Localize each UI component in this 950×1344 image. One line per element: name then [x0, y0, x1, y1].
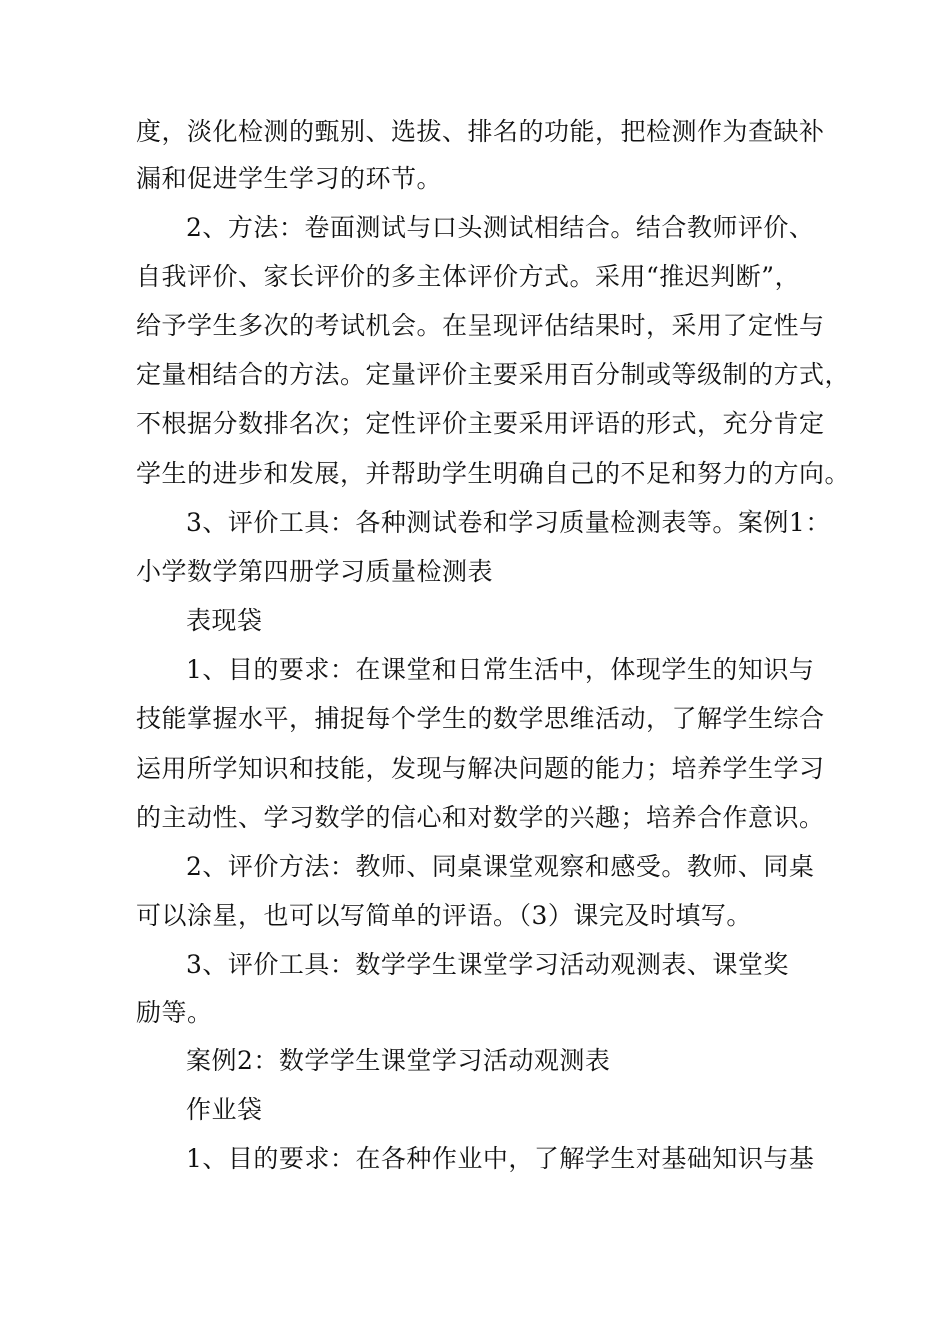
text-line: 1、目的要求：在各种作业中，了解学生对基础知识与基 [186, 1144, 815, 1173]
text-line: 学生的进步和发展，并帮助学生明确自己的不足和努力的方向。 [136, 459, 851, 488]
text-line: 3、评价工具：数学学生课堂学习活动观测表、课堂奖 [186, 950, 789, 979]
text-line: 给予学生多次的考试机会。在呈现评估结果时，采用了定性与 [136, 311, 825, 340]
text-line: 2、评价方法：教师、同桌课堂观察和感受。教师、同桌 [186, 852, 815, 881]
text-line: 励等。 [136, 998, 213, 1027]
text-line: 定量相结合的方法。定量评价主要采用百分制或等级制的方式， [136, 360, 851, 389]
text-line: 技能掌握水平，捕捉每个学生的数学思维活动，了解学生综合 [136, 704, 825, 733]
text-line: 的主动性、学习数学的信心和对数学的兴趣；培养合作意识。 [136, 803, 825, 832]
text-line: 可以涂星，也可以写简单的评语。（3）课完及时填写。 [136, 901, 752, 930]
text-line: 小学数学第四册学习质量检测表 [136, 557, 494, 586]
text-line: 1、目的要求：在课堂和日常生活中，体现学生的知识与 [186, 655, 815, 684]
text-line: 不根据分数排名次；定性评价主要采用评语的形式，充分肯定 [136, 409, 825, 438]
section-heading: 作业袋 [186, 1095, 263, 1124]
text-line: 2、方法：卷面测试与口头测试相结合。结合教师评价、 [186, 213, 815, 242]
text-line: 运用所学知识和技能，发现与解决问题的能力；培养学生学习 [136, 754, 825, 783]
text-line: 案例2：数学学生课堂学习活动观测表 [186, 1046, 611, 1075]
text-line: 自我评价、家长评价的多主体评价方式。采用“推迟判断”， [136, 262, 801, 291]
text-line: 度，淡化检测的甄别、选拔、排名的功能，把检测作为查缺补 [136, 117, 825, 146]
text-line: 3、评价工具：各种测试卷和学习质量检测表等。案例1： [186, 508, 831, 537]
section-heading: 表现袋 [186, 606, 263, 635]
text-line: 漏和促进学生学习的环节。 [136, 164, 443, 193]
